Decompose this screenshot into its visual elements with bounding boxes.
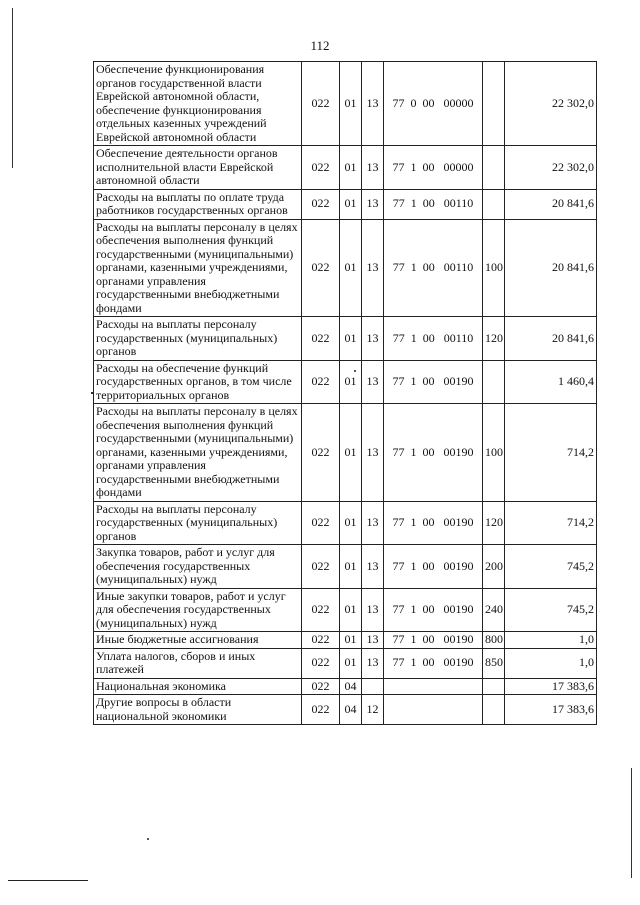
scan-edge-line-right bbox=[631, 768, 632, 878]
subsection-code-cell: 13 bbox=[362, 189, 384, 219]
budget-item-name: Иные закупки товаров, работ и услуг для обеспечения государственных (муниципальных) нужд bbox=[94, 588, 302, 632]
table-row bbox=[94, 632, 597, 649]
table-row bbox=[94, 695, 597, 725]
section-code-cell: 01 bbox=[340, 146, 362, 190]
section-code-cell: 01 bbox=[340, 219, 362, 317]
budget-item-name: Иные бюджетные ассигнования bbox=[94, 632, 302, 649]
expense-type-code-cell: 200 bbox=[483, 545, 505, 589]
section-code-cell: 01 bbox=[340, 501, 362, 545]
section-code-cell: 04 bbox=[340, 695, 362, 725]
section-code-cell: 01 bbox=[340, 588, 362, 632]
subsection-code-cell: 13 bbox=[362, 632, 384, 649]
table-row bbox=[94, 62, 597, 146]
subsection-code-cell: 13 bbox=[362, 545, 384, 589]
section-code-cell: 04 bbox=[340, 678, 362, 695]
amount-cell: 714,2 bbox=[505, 404, 597, 502]
admin-code-cell: 022 bbox=[302, 189, 340, 219]
budget-item-name: Расходы на выплаты персоналу в целях обеспечения выполнения функций государственными (муниципальными) органами, казенными учреждениями, органами управления государственными внебюджетными фондами bbox=[94, 219, 302, 317]
page-number: 112 bbox=[310, 38, 330, 53]
table-row bbox=[94, 219, 597, 317]
amount-cell: 17 383,6 bbox=[505, 695, 597, 725]
admin-code-cell: 022 bbox=[302, 678, 340, 695]
target-article-code-cell: 77 1 00 00190 bbox=[384, 501, 483, 545]
admin-code-cell: 022 bbox=[302, 545, 340, 589]
table-row bbox=[94, 360, 597, 404]
amount-cell: 1 460,4 bbox=[505, 360, 597, 404]
expense-type-code-cell: 850 bbox=[483, 648, 505, 678]
expense-type-code-cell: 100 bbox=[483, 219, 505, 317]
amount-cell: 20 841,6 bbox=[505, 219, 597, 317]
budget-item-name: Расходы на выплаты персоналу государственных (муниципальных) органов bbox=[94, 317, 302, 361]
amount-cell: 17 383,6 bbox=[505, 678, 597, 695]
target-article-code-cell bbox=[384, 695, 483, 725]
budget-item-name: Расходы на выплаты персоналу в целях обеспечения выполнения функций государственными (муниципальными) органами, казенными учреждениями, органами управления государственными внебюджетными фондами bbox=[94, 404, 302, 502]
subsection-code-cell: 13 bbox=[362, 501, 384, 545]
table-row bbox=[94, 501, 597, 545]
amount-cell: 20 841,6 bbox=[505, 317, 597, 361]
section-code-cell: 01 bbox=[340, 404, 362, 502]
admin-code-cell: 022 bbox=[302, 632, 340, 649]
amount-cell: 1,0 bbox=[505, 648, 597, 678]
table-row bbox=[94, 678, 597, 695]
budget-item-name: Национальная экономика bbox=[94, 678, 302, 695]
subsection-code-cell: 13 bbox=[362, 404, 384, 502]
budget-item-name: Обеспечение функционирования органов государственной власти Еврейской автономной области, обеспечение функционирования отдельных казенных учреждений Еврейской автономной области bbox=[94, 62, 302, 146]
expense-type-code-cell bbox=[483, 62, 505, 146]
amount-cell: 745,2 bbox=[505, 545, 597, 589]
amount-cell: 745,2 bbox=[505, 588, 597, 632]
target-article-code-cell: 77 1 00 00190 bbox=[384, 404, 483, 502]
budget-item-name: Другие вопросы в области национальной экономики bbox=[94, 695, 302, 725]
budget-item-name: Расходы на выплаты персоналу государственных (муниципальных) органов bbox=[94, 501, 302, 545]
section-code-cell: 01 bbox=[340, 62, 362, 146]
admin-code-cell: 022 bbox=[302, 360, 340, 404]
subsection-code-cell bbox=[362, 678, 384, 695]
budget-item-name: Обеспечение деятельности органов исполнительной власти Еврейской автономной области bbox=[94, 146, 302, 190]
table-row bbox=[94, 648, 597, 678]
table-row bbox=[94, 545, 597, 589]
budget-item-name: Закупка товаров, работ и услуг для обеспечения государственных (муниципальных) нужд bbox=[94, 545, 302, 589]
admin-code-cell: 022 bbox=[302, 317, 340, 361]
section-code-cell: 01 bbox=[340, 648, 362, 678]
target-article-code-cell: 77 1 00 00110 bbox=[384, 317, 483, 361]
table-row bbox=[94, 146, 597, 190]
budget-table bbox=[93, 61, 597, 725]
target-article-code-cell: 77 1 00 00190 bbox=[384, 632, 483, 649]
section-code-cell: 01 bbox=[340, 360, 362, 404]
expense-type-code-cell bbox=[483, 678, 505, 695]
subsection-code-cell: 13 bbox=[362, 62, 384, 146]
subsection-code-cell: 12 bbox=[362, 695, 384, 725]
expense-type-code-cell bbox=[483, 360, 505, 404]
table-row bbox=[94, 189, 597, 219]
section-code-cell: 01 bbox=[340, 317, 362, 361]
subsection-code-cell: 13 bbox=[362, 588, 384, 632]
amount-cell: 20 841,6 bbox=[505, 189, 597, 219]
expense-type-code-cell: 120 bbox=[483, 317, 505, 361]
amount-cell: 714,2 bbox=[505, 501, 597, 545]
expense-type-code-cell: 240 bbox=[483, 588, 505, 632]
expense-type-code-cell: 120 bbox=[483, 501, 505, 545]
target-article-code-cell: 77 0 00 00000 bbox=[384, 62, 483, 146]
section-code-cell: 01 bbox=[340, 189, 362, 219]
expense-type-code-cell: 800 bbox=[483, 632, 505, 649]
target-article-code-cell: 77 1 00 00110 bbox=[384, 189, 483, 219]
expense-type-code-cell bbox=[483, 695, 505, 725]
section-code-cell: 01 bbox=[340, 632, 362, 649]
budget-item-name: Уплата налогов, сборов и иных платежей bbox=[94, 648, 302, 678]
table-row bbox=[94, 317, 597, 361]
amount-cell: 22 302,0 bbox=[505, 62, 597, 146]
admin-code-cell: 022 bbox=[302, 648, 340, 678]
admin-code-cell: 022 bbox=[302, 62, 340, 146]
amount-cell: 22 302,0 bbox=[505, 146, 597, 190]
expense-type-code-cell bbox=[483, 146, 505, 190]
target-article-code-cell: 77 1 00 00190 bbox=[384, 648, 483, 678]
amount-cell: 1,0 bbox=[505, 632, 597, 649]
target-article-code-cell bbox=[384, 678, 483, 695]
admin-code-cell: 022 bbox=[302, 501, 340, 545]
target-article-code-cell: 77 1 00 00190 bbox=[384, 360, 483, 404]
admin-code-cell: 022 bbox=[302, 404, 340, 502]
budget-table-body bbox=[94, 62, 597, 725]
budget-item-name: Расходы на обеспечение функций государственных органов, в том числе территориальных органов bbox=[94, 360, 302, 404]
expense-type-code-cell bbox=[483, 189, 505, 219]
subsection-code-cell: 13 bbox=[362, 360, 384, 404]
target-article-code-cell: 77 1 00 00190 bbox=[384, 545, 483, 589]
target-article-code-cell: 77 1 00 00000 bbox=[384, 146, 483, 190]
target-article-code-cell: 77 1 00 00110 bbox=[384, 219, 483, 317]
section-code-cell: 01 bbox=[340, 545, 362, 589]
admin-code-cell: 022 bbox=[302, 219, 340, 317]
table-row bbox=[94, 404, 597, 502]
footer-rule bbox=[8, 880, 88, 881]
admin-code-cell: 022 bbox=[302, 695, 340, 725]
subsection-code-cell: 13 bbox=[362, 648, 384, 678]
subsection-code-cell: 13 bbox=[362, 219, 384, 317]
budget-item-name: Расходы на выплаты по оплате труда работников государственных органов bbox=[94, 189, 302, 219]
subsection-code-cell: 13 bbox=[362, 317, 384, 361]
subsection-code-cell: 13 bbox=[362, 146, 384, 190]
expense-type-code-cell: 100 bbox=[483, 404, 505, 502]
admin-code-cell: 022 bbox=[302, 146, 340, 190]
table-row bbox=[94, 588, 597, 632]
scan-speck bbox=[147, 838, 149, 840]
admin-code-cell: 022 bbox=[302, 588, 340, 632]
scan-edge-line-left bbox=[12, 8, 13, 168]
target-article-code-cell: 77 1 00 00190 bbox=[384, 588, 483, 632]
